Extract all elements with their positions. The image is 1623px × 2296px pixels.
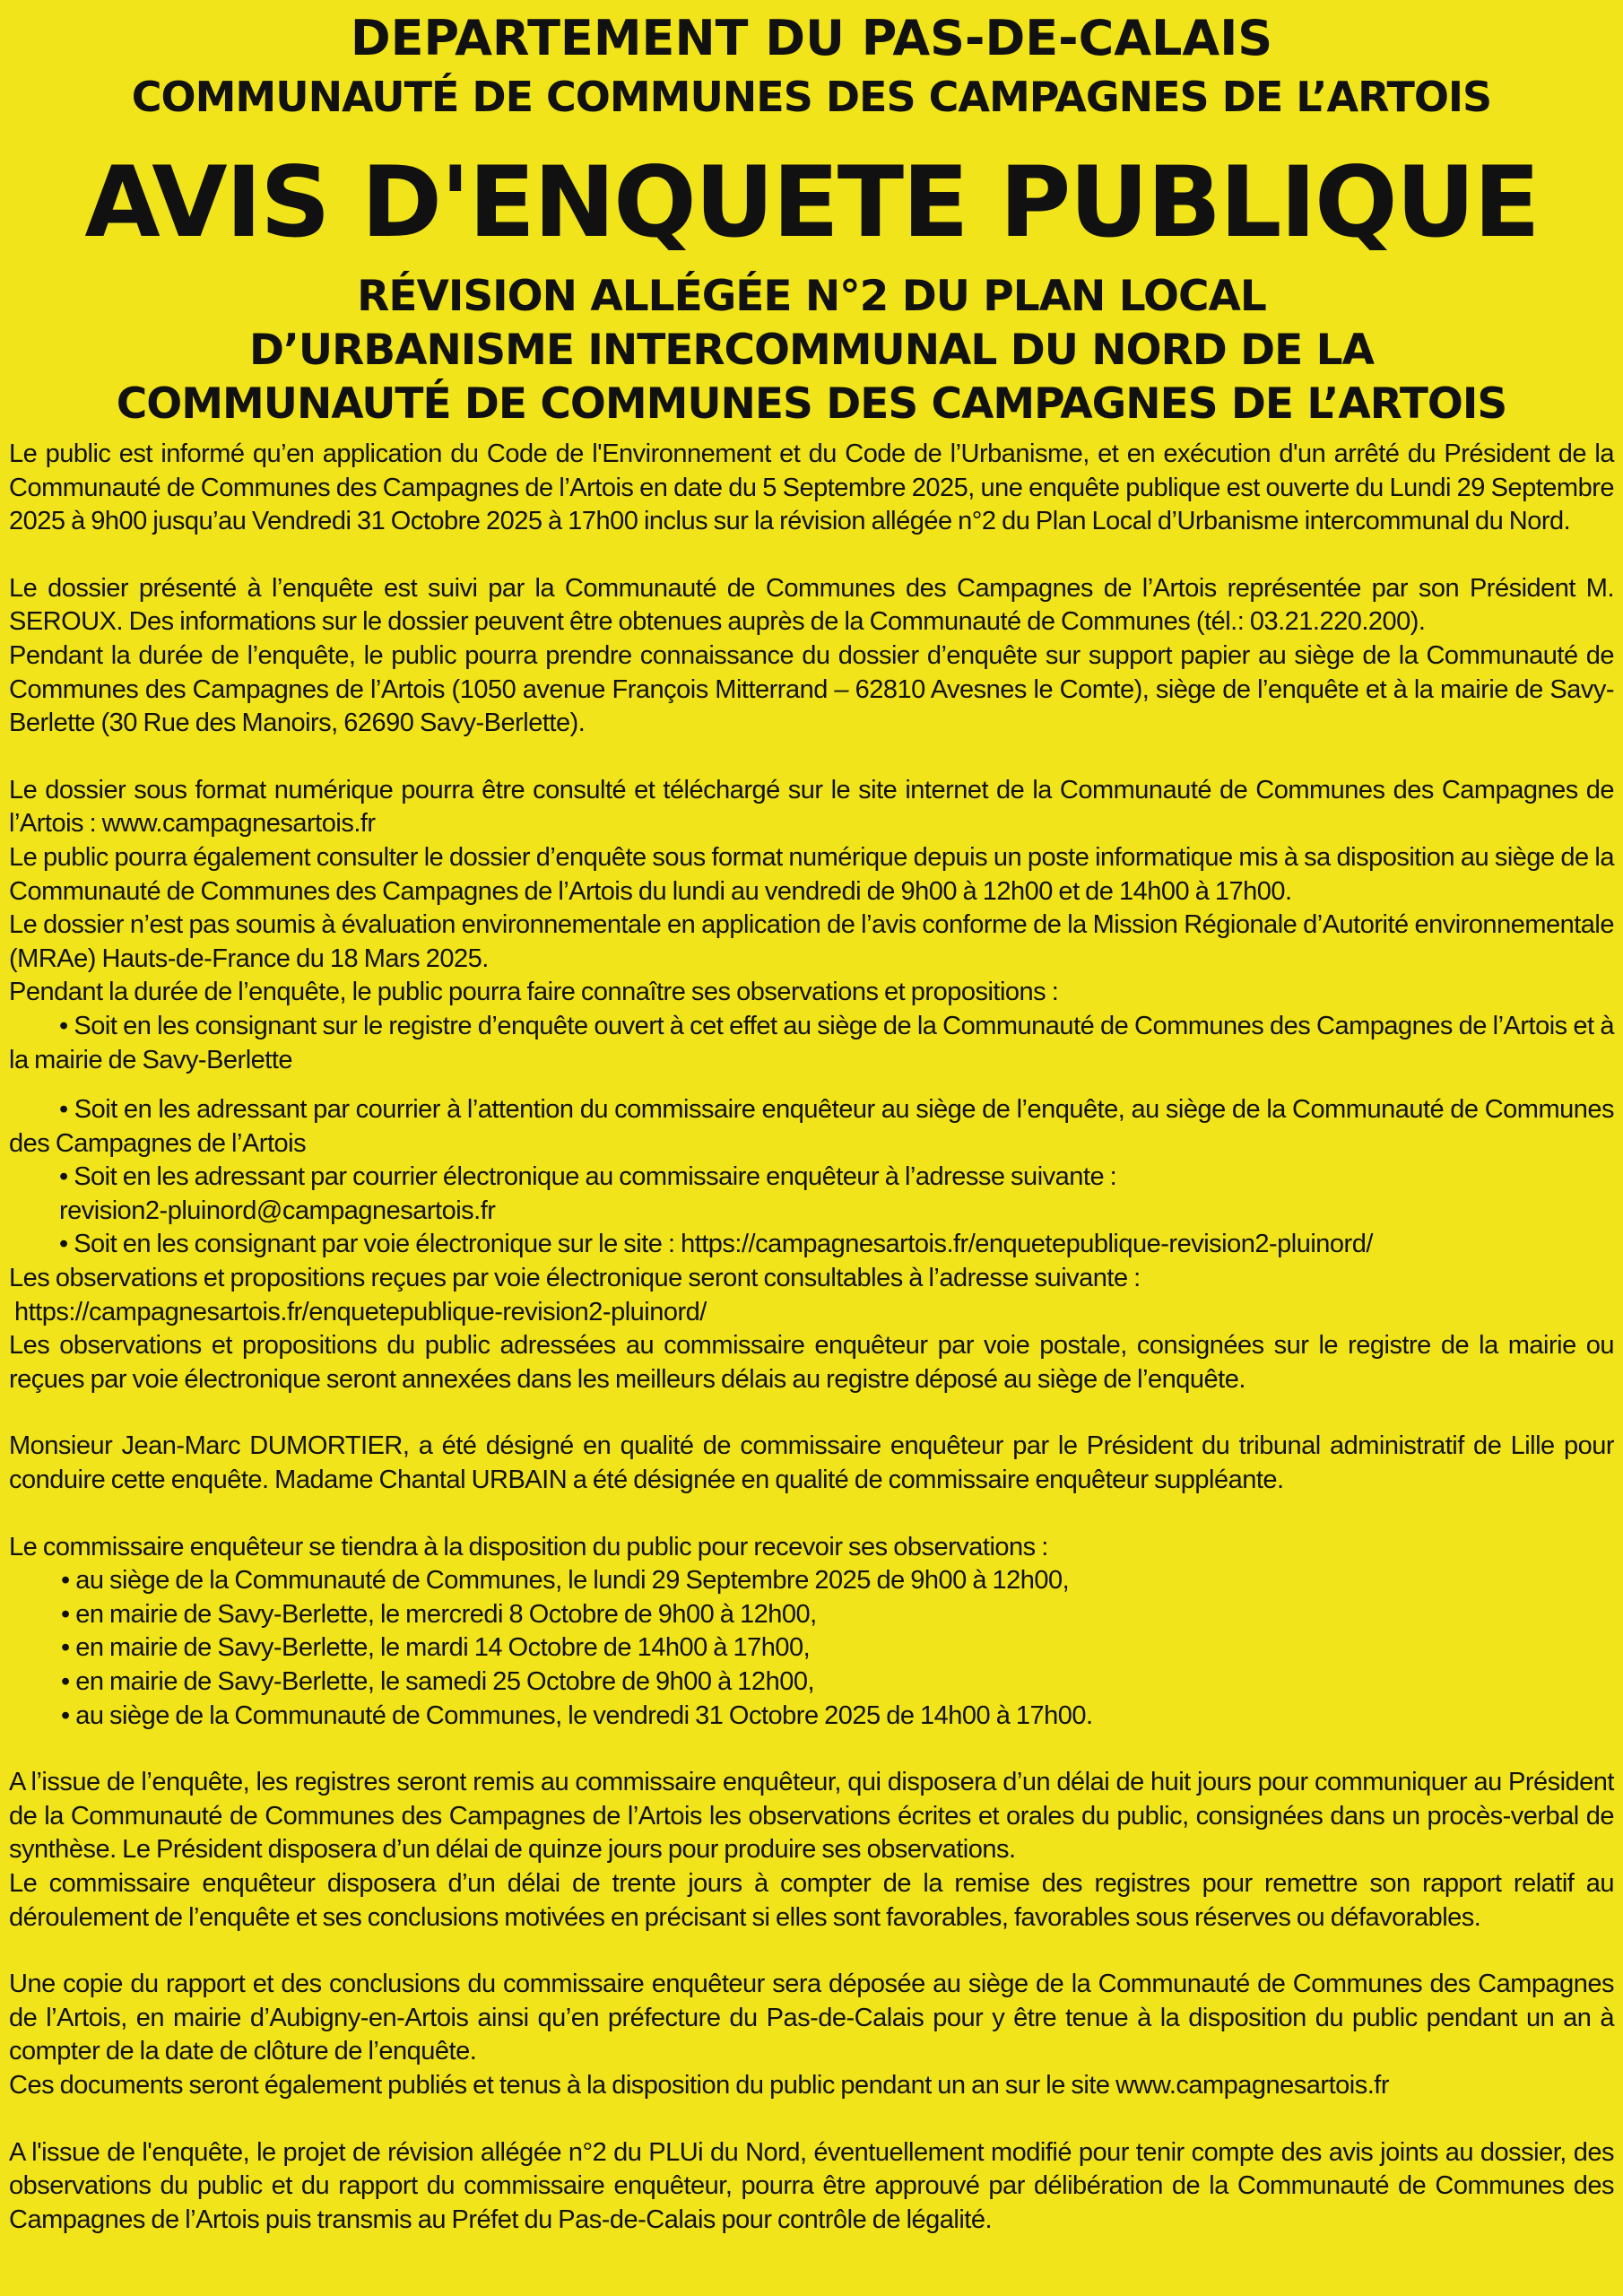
spacer: [9, 1935, 1614, 1968]
paragraph-permanences-intro: Le commissaire enquêteur se tiendra à la disposition du public pour recevoir ses observations :: [9, 1532, 1048, 1561]
paragraph-online-observations: Les observations et propositions reçues par voie électronique seront consultables à l’adresse suivante :: [9, 1264, 1141, 1293]
spacer: [9, 2103, 1614, 2136]
notice-header: [9, 0, 1614, 430]
paragraph-commissioner: Monsieur Jean-Marc DUMORTIER, a été désigné en qualité de commissaire enquêteur par le Président du tribunal administratif de Lille pour conduire cette enquête. Madame Chantal URBAIN a été désignée en qualité de commissaire enquêteur suppléante.: [9, 1431, 1614, 1495]
spacer: [9, 539, 1614, 572]
spacer: [9, 1498, 1614, 1531]
bullet-website: • Soit en les consignant par voie électronique sur le site : https://campagnesartois.fr/enquetepublique-revision2-pluinord/: [59, 1230, 1373, 1259]
schedule-item: • au siège de la Communauté de Communes, le lundi 29 Septembre 2025 de 9h00 à 12h00,: [61, 1566, 1070, 1596]
subtitle-line-3: COMMUNAUTÉ DE COMMUNES DES CAMPAGNES DE L’ARTOIS: [116, 379, 1507, 429]
paragraph-opening: Le public est informé qu’en application du Code de l'Environnement et du Code de l’Urbanisme, et en exécution d'un arrêté du Président de la Communauté de Communes des Campagnes de l’Artois en date du 5 Septembre 2025, une enquête publique est ouverte du Lundi 29 Septembre 2025 à 9h00 jusqu’au Vendredi 31 Octobre 2025 à 17h00 inclus sur la révision allégée n°2 du Plan Local d’Urbanisme intercommunal du Nord.: [9, 439, 1614, 536]
paragraph-observations-intro: Pendant la durée de l’enquête, le public pourra faire connaître ses observations et propositions :: [9, 978, 1059, 1007]
spacer: [9, 741, 1614, 774]
paragraph-paper-consultation: Pendant la durée de l’enquête, le public pourra prendre connaissance du dossier d’enquête sur support papier au siège de la Communauté de Communes des Campagnes de l’Artois (1050 avenue François Mitterrand – 62810 Avesnes le Comte), siège de l’enquête et à la mairie de Savy-Berlette (30 Rue des Manoirs, 62690 Savy-Berlette).: [9, 640, 1614, 738]
observations-url: https://campagnesartois.fr/enquetepublique-revision2-pluinord/: [14, 1297, 707, 1326]
email-address: revision2-pluinord@campagnesartois.fr: [59, 1196, 496, 1225]
schedule-item: • en mairie de Savy-Berlette, le samedi 25 Octobre de 9h00 à 12h00,: [61, 1667, 815, 1696]
paragraph-environmental: Le dossier n’est pas soumis à évaluation environnementale en application de l’avis conforme de la Mission Régionale d’Autorité environnementale (MRAe) Hauts-de-France du 18 Mars 2025.: [9, 910, 1614, 973]
bullet-register: • Soit en les consignant sur le registre d’enquête ouvert à cet effet au siège de la Communauté de Communes des Campagnes de l’Artois et à la mairie de Savy-Berlette: [9, 1011, 1614, 1074]
bullet-postal: • Soit en les adressant par courrier à l’attention du commissaire enquêteur au siège de l’enquête, au siège de la Communauté de Communes des Campagnes de l’Artois: [9, 1095, 1614, 1158]
schedule-item: • au siège de la Communauté de Communes, le vendredi 31 Octobre 2025 de 14h00 à 17h00.: [61, 1700, 1093, 1730]
paragraph-publication: Ces documents seront également publiés et tenus à la disposition du public pendant un an sur le site www.campagnesartois.fr: [9, 2070, 1389, 2100]
paragraph-annexation: Les observations et propositions du public adressées au commissaire enquêteur par voie postale, consignées sur le registre de la mairie ou reçues par voie électronique seront annexées dans les meilleurs délais au registre déposé au siège de l’enquête.: [9, 1331, 1614, 1394]
notice-title: AVIS D'ENQUETE PUBLIQUE: [84, 145, 1539, 259]
spacer: [9, 1077, 1614, 1093]
spacer: [9, 1733, 1614, 1766]
department-heading: DEPARTEMENT DU PAS-DE-CALAIS: [350, 10, 1273, 66]
schedule-item: • en mairie de Savy-Berlette, le mercredi 8 Octobre de 9h00 à 12h00,: [61, 1599, 817, 1629]
bullet-email: • Soit en les adressant par courrier électronique au commissaire enquêteur à l’adresse suivante :: [59, 1162, 1117, 1192]
paragraph-report-copy: Une copie du rapport et des conclusions du commissaire enquêteur sera déposée au siège de la Communauté de Communes des Campagnes de l’Artois, en mairie d’Aubigny-en-Artois ainsi qu’en préfecture du Pas-de-Calais pour y être tenue à la disposition du public pendant un an à compter de la date de clôture de l’enquête.: [9, 1970, 1614, 2066]
paragraph-digital-consultation: Le dossier sous format numérique pourra être consulté et téléchargé sur le site internet de la Communauté de Communes des Campagnes de l’Artois : www.campagnesartois.fr: [9, 775, 1614, 839]
spacer: [9, 1396, 1614, 1430]
paragraph-computer-access: Le public pourra également consulter le dossier d’enquête sous format numérique depuis un poste informatique mis à sa disposition au siège de la Communauté de Communes des Campagnes de l’Artois du lundi au vendredi de 9h00 à 12h00 et de 14h00 à 17h00.: [9, 842, 1614, 906]
paragraph-end-of-inquiry: A l’issue de l’enquête, les registres seront remis au commissaire enquêteur, qui disposera d’un délai de huit jours pour communiquer au Président de la Communauté de Communes des Campagnes de l’Artois les observations écrites et orales du public, consignées dans un procès-verbal de synthèse. Le Président disposera d’un délai de quinze jours pour produire ses observations.: [9, 1768, 1614, 1865]
community-heading: COMMUNAUTÉ DE COMMUNES DES CAMPAGNES DE L’ARTOIS: [131, 73, 1492, 121]
paragraph-approval: A l'issue de l'enquête, le projet de révision allégée n°2 du PLUi du Nord, éventuellement modifié pour tenir compte des avis joints au dossier, des observations du public et du rapport du commissaire enquêteur, pourra être approuvé par délibération de la Communauté de Communes des Campagnes de l’Artois puis transmis au Préfet du Pas-de-Calais pour contrôle de légalité.: [9, 2137, 1614, 2234]
paragraph-report-deadline: Le commissaire enquêteur disposera d’un délai de trente jours à compter de la remise des registres pour remettre son rapport relatif au déroulement de l’enquête et ses conclusions motivées en précisant si elles sont favorables, favorables sous réserves ou défavorables.: [9, 1868, 1614, 1932]
subtitle-line-1: RÉVISION ALLÉGÉE N°2 DU PLAN LOCAL: [357, 272, 1266, 321]
paragraph-dossier: Le dossier présenté à l’enquête est suivi par la Communauté de Communes des Campagnes de l’Artois représentée par son Président M. SEROUX. Des informations sur le dossier peuvent être obtenues auprès de la Communauté de Communes (tél.: 03.21.220.200).: [9, 573, 1614, 637]
notice-body: [9, 438, 1614, 2237]
schedule-item: • en mairie de Savy-Berlette, le mardi 14 Octobre de 14h00 à 17h00,: [61, 1633, 811, 1663]
subtitle-line-2: D’URBANISME INTERCOMMUNAL DU NORD DE LA: [249, 326, 1374, 375]
